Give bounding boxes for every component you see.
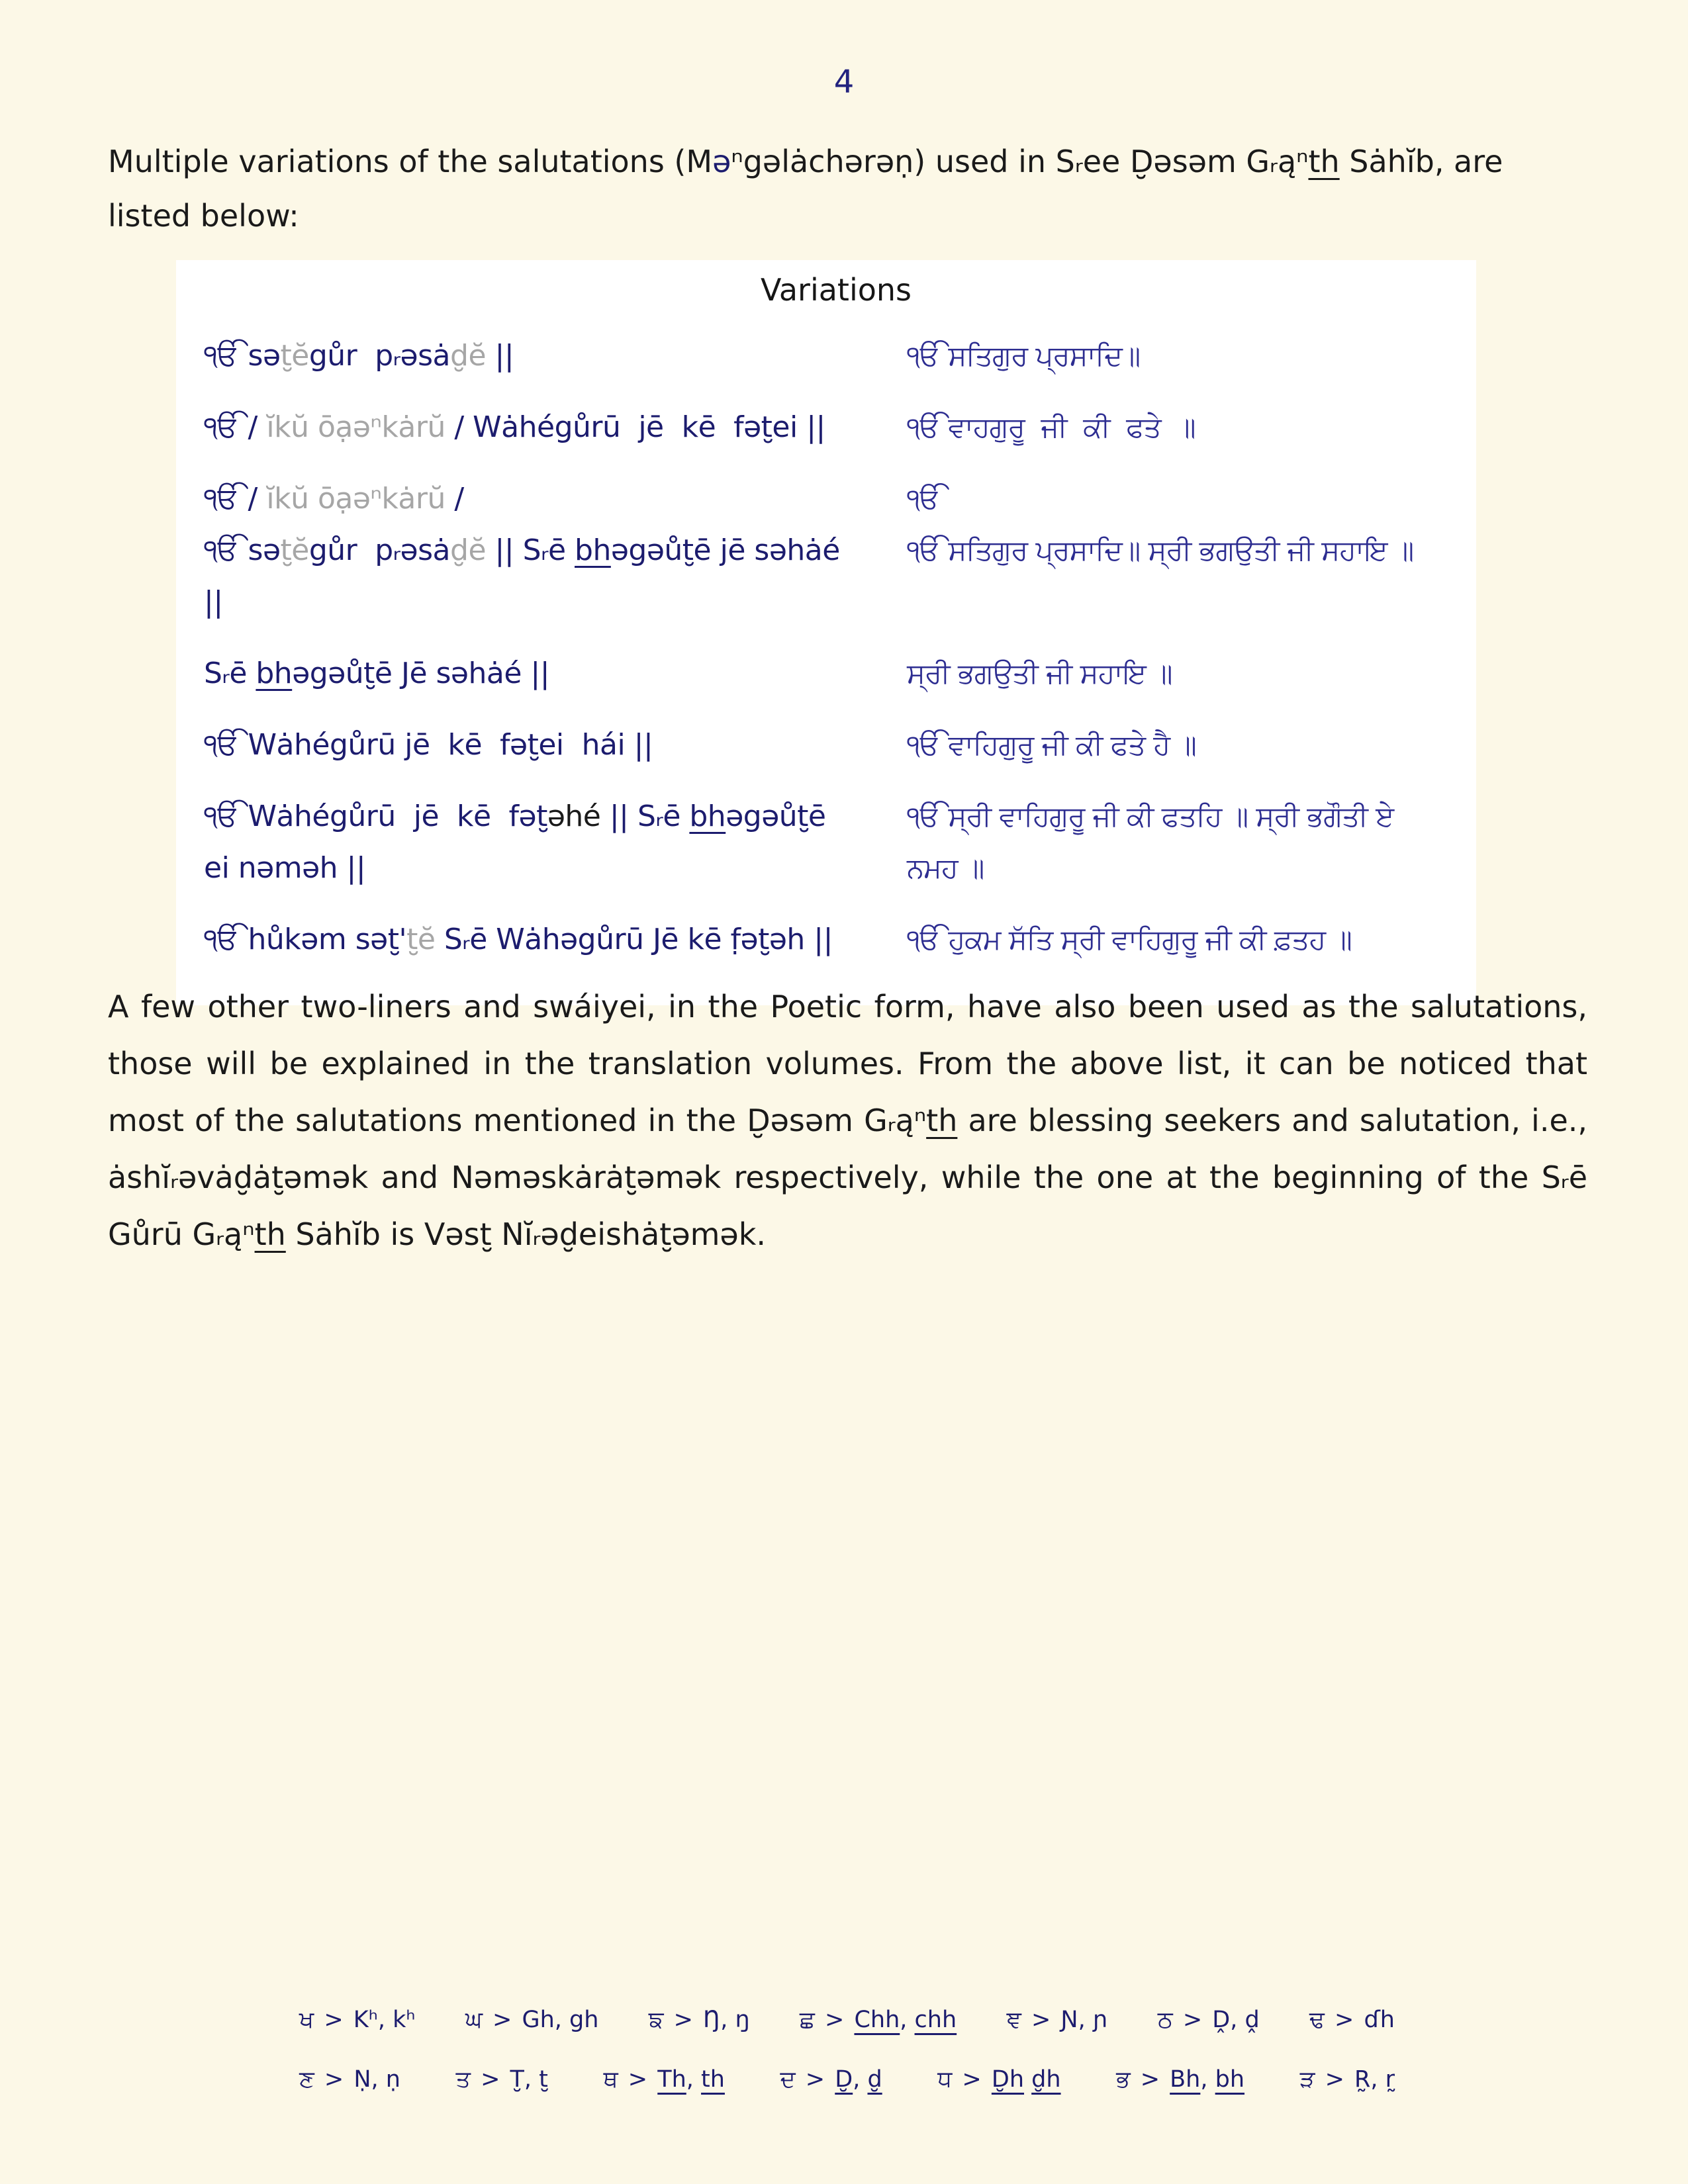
maps-to-symbol: > xyxy=(473,2066,508,2093)
variation-row xyxy=(204,791,1468,894)
roman-value: Ŋ, ŋ xyxy=(703,2007,750,2033)
text-segment: || xyxy=(486,339,514,373)
text-segment: Sᵣē xyxy=(204,657,256,690)
intro-paragraph xyxy=(108,134,1587,243)
roman-line xyxy=(204,648,887,700)
key-item xyxy=(1158,2007,1260,2033)
maps-to-symbol: > xyxy=(316,2007,351,2033)
text-segment: ei nəməh || xyxy=(204,851,366,885)
roman-value: Bh xyxy=(1170,2066,1201,2093)
gurmukhi-line xyxy=(907,402,1468,453)
text-segment: Multiple variations of the salutations (M xyxy=(108,144,713,179)
roman-value: d̮ xyxy=(867,2066,882,2093)
text-segment: ੴ ਵਾਹਿਗੁਰੂ ਜੀ ਕੀ ਫਤੇ ਹੈ ॥ xyxy=(907,729,1196,761)
roman-value: T̮, t̮ xyxy=(510,2066,548,2093)
gurmukhi-cell xyxy=(907,330,1468,382)
text-segment: ੴ Wȧhégůrū jē kē fət̮ei hái || xyxy=(204,728,653,762)
gurmukhi-line xyxy=(907,330,1468,382)
roman-value: Ɲ, ɲ xyxy=(1060,2007,1108,2033)
roman-value: Kʰ, kʰ xyxy=(353,2007,416,2033)
text-segment: d̮ĕ xyxy=(450,533,487,567)
gurmukhi-line xyxy=(907,525,1468,576)
text-segment: ੴ ਸਤਿਗੁਰ ਪ੍ਰਸਾਦਿ॥ ਸ੍ਰੀ ਭਗਉਤੀ ਜੀ ਸਹਾਇ ॥ xyxy=(907,534,1414,567)
gurmukhi-letter: ਛ xyxy=(799,2007,815,2033)
text-segment: t̮ĕ xyxy=(280,533,309,567)
text-segment: bh xyxy=(575,533,611,567)
key-item xyxy=(456,2066,548,2093)
text-segment: || Sᵣē xyxy=(486,533,575,567)
text-segment: A few other two-liners and swáiyei, in the Poetic form, have also been used as the salutations, those will be explained in the translation volumes. From the above list, it can be noticed that most of the salutations mentioned in the D̮əsəm Gᵣąⁿ xyxy=(108,989,1587,1138)
gurmukhi-line xyxy=(907,473,1468,525)
maps-to-symbol: > xyxy=(1175,2007,1210,2033)
body-paragraph xyxy=(108,978,1587,1263)
variation-row xyxy=(204,402,1468,453)
key-item xyxy=(649,2007,750,2033)
maps-to-symbol: > xyxy=(1133,2066,1168,2093)
text-segment: əgəůt̮ē xyxy=(726,799,826,833)
roman-value: chh xyxy=(914,2007,957,2033)
gurmukhi-letter: ਥ xyxy=(603,2066,618,2093)
roman-value: ɗh xyxy=(1364,2007,1395,2033)
gurmukhi-letter: ਘ xyxy=(465,2007,483,2033)
roman-line xyxy=(204,914,887,966)
maps-to-symbol: > xyxy=(316,2066,352,2093)
roman-value: bh xyxy=(1215,2066,1245,2093)
maps-to-symbol: > xyxy=(666,2007,701,2033)
roman-value: D̮h xyxy=(991,2066,1025,2093)
gurmukhi-letter: ਞ xyxy=(1006,2007,1021,2033)
variation-row xyxy=(204,719,1468,771)
gurmukhi-letter: ਤ xyxy=(455,2066,471,2093)
text-segment: || xyxy=(204,585,223,619)
key-item xyxy=(465,2007,599,2033)
text-segment: bh xyxy=(689,799,726,833)
gurmukhi-letter: ੜ xyxy=(1299,2066,1315,2093)
maps-to-symbol: > xyxy=(817,2007,852,2033)
key-item xyxy=(1300,2066,1395,2093)
text-segment: / xyxy=(445,482,464,516)
roman-value: Ṇ, ṇ xyxy=(353,2066,400,2093)
roman-value: d̮h xyxy=(1031,2066,1061,2093)
roman-line xyxy=(204,719,887,771)
roman-value: Chh xyxy=(854,2007,900,2033)
gurmukhi-letter: ਦ xyxy=(780,2066,796,2093)
key-item xyxy=(1006,2007,1107,2033)
variations-title: Variations xyxy=(760,272,912,308)
key-item xyxy=(800,2007,957,2033)
roman-value: th xyxy=(701,2066,725,2093)
roman-value: , xyxy=(853,2066,868,2093)
text-segment: ਨਮਹ ॥ xyxy=(907,852,984,884)
variations-rows xyxy=(204,330,1468,966)
page-number: 4 xyxy=(833,64,855,101)
key-row xyxy=(299,2066,1395,2093)
text-segment: bh xyxy=(256,657,293,690)
roman-line xyxy=(204,402,887,453)
gurmukhi-cell xyxy=(907,791,1468,894)
text-segment: t̮ĕ xyxy=(280,339,309,373)
roman-value: , xyxy=(1200,2066,1215,2093)
roman-line xyxy=(204,473,887,525)
variation-row xyxy=(204,914,1468,966)
gurmukhi-line xyxy=(907,648,1468,700)
key-item xyxy=(299,2007,416,2033)
text-segment: ⁿgəlȧchərəṇ) used in Sᵣee D̮əsəm Gᵣąⁿ xyxy=(731,144,1309,179)
key-item xyxy=(1309,2007,1395,2033)
text-segment: əgəůt̮ē jē səhȧé xyxy=(610,533,840,567)
maps-to-symbol: > xyxy=(620,2066,655,2093)
roman-line xyxy=(204,842,887,894)
roman-value: Gh, gh xyxy=(522,2007,599,2033)
key-item xyxy=(603,2066,725,2093)
gurmukhi-cell xyxy=(907,719,1468,771)
text-segment: ੴ ਸ੍ਰੀ ਵਾਹਿਗੁਰੂ ਜੀ ਕੀ ਫਤਹਿ ॥ ਸ੍ਰੀ ਭਗੌਤੀ ਏ xyxy=(907,800,1394,833)
maps-to-symbol: > xyxy=(1023,2007,1058,2033)
roman-value: , xyxy=(686,2066,702,2093)
roman-value: , xyxy=(900,2007,915,2033)
text-segment: əgəůt̮ē Jē səhȧé || xyxy=(292,657,550,690)
gurmukhi-letter: ਠ xyxy=(1157,2007,1173,2033)
roman-value: Ḓ, ḓ xyxy=(1212,2007,1260,2033)
text-segment: Sᵣē Wȧhəgůrū Jē kē f̣ət̮əh || xyxy=(435,923,833,956)
text-segment: ੴ sə xyxy=(204,339,281,373)
gurmukhi-cell xyxy=(907,648,1468,700)
text-segment: ĭkŭ ōạəⁿkȧrŭ xyxy=(266,482,445,516)
roman-line xyxy=(204,525,887,576)
text-segment: ੴ / xyxy=(204,410,267,444)
text-segment: th xyxy=(926,1103,958,1138)
roman-transliteration-cell xyxy=(204,402,907,453)
key-row xyxy=(299,2007,1395,2033)
maps-to-symbol: > xyxy=(1317,2066,1352,2093)
text-segment: ੴ hůkəm sət̮' xyxy=(204,923,407,956)
key-item xyxy=(780,2066,882,2093)
roman-value: R̰, r̰ xyxy=(1354,2066,1395,2093)
text-segment: d̮ĕ xyxy=(450,339,487,373)
text-segment: ੴ Wȧhégůrū jē kē fət̮ xyxy=(204,799,547,833)
roman-transliteration-cell xyxy=(204,719,907,771)
gurmukhi-letter: ਧ xyxy=(937,2066,953,2093)
roman-value xyxy=(1024,2066,1031,2093)
text-segment: th xyxy=(254,1216,286,1252)
maps-to-symbol: > xyxy=(798,2066,833,2093)
text-segment: ੴ ਹੁਕਮ ਸੱਤਿ ਸ੍ਰੀ ਵਾਹਿਗੁਰੂ ਜੀ ਕੀ ਫ਼ਤਹ ॥ xyxy=(907,923,1352,956)
text-segment: ੴ ਸਤਿਗੁਰ ਪ੍ਰਸਾਦਿ॥ xyxy=(907,340,1141,372)
gurmukhi-letter: ਣ xyxy=(299,2066,314,2093)
gurmukhi-line xyxy=(907,791,1468,842)
gurmukhi-line xyxy=(907,842,1468,894)
roman-transliteration-cell xyxy=(204,791,907,894)
variation-row xyxy=(204,330,1468,382)
roman-value: D̮ xyxy=(835,2066,853,2093)
text-segment: ə xyxy=(712,144,731,179)
text-segment: gůr pᵣəsȧ xyxy=(308,339,451,373)
text-segment: ੴ ਵਾਹਗੁਰੂ ਜੀ ਕੀ ਫਤੇ ॥ xyxy=(907,411,1196,443)
gurmukhi-letter: ਢ xyxy=(1309,2007,1325,2033)
gurmukhi-cell xyxy=(907,402,1468,453)
gurmukhi-cell xyxy=(907,914,1468,966)
roman-line xyxy=(204,330,887,382)
key-item xyxy=(1116,2066,1244,2093)
key-item xyxy=(299,2066,400,2093)
roman-line xyxy=(204,576,887,628)
text-segment: are blessing seekers and salutation, i.e., ȧshĭᵣəvȧd̮ȧt̮əmək and Nəməskȧrȧt̮əmək respectively, while the one at the beginning of the Sᵣē Gůrū Gᵣąⁿ xyxy=(108,1103,1587,1252)
gurmukhi-letter: ਖ xyxy=(299,2007,314,2033)
text-segment: ਸ੍ਰੀ ਭਗਉਤੀ ਜੀ ਸਹਾਇ ॥ xyxy=(907,657,1172,690)
text-segment: gůr pᵣəsȧ xyxy=(308,533,451,567)
text-segment: / Wȧhégůrū jē kē fət̮ei || xyxy=(445,410,825,444)
text-segment: ੴ sə xyxy=(204,533,281,567)
text-segment: ੴ xyxy=(907,482,941,515)
maps-to-symbol: > xyxy=(955,2066,989,2093)
gurmukhi-line xyxy=(907,719,1468,771)
text-segment: || Sᵣē xyxy=(600,799,690,833)
roman-line xyxy=(204,791,887,842)
roman-transliteration-cell xyxy=(204,473,907,628)
text-segment: ĭkŭ ōạəⁿkȧrŭ xyxy=(266,410,445,444)
text-segment: th xyxy=(1308,144,1340,179)
variations-box xyxy=(176,260,1476,1005)
roman-transliteration-cell xyxy=(204,648,907,700)
text-segment: t̮ĕ xyxy=(406,923,436,956)
text-segment: Sȧhĭb is Vəst̮ Nĭᵣəd̮eishȧt̮əmək. xyxy=(285,1216,766,1252)
transliteration-key-rows xyxy=(299,2007,1395,2093)
variation-row xyxy=(204,473,1468,628)
gurmukhi-line xyxy=(907,914,1468,966)
gurmukhi-letter: ਭ xyxy=(1116,2066,1131,2093)
maps-to-symbol: > xyxy=(485,2007,520,2033)
transliteration-key xyxy=(299,2007,1395,2093)
roman-transliteration-cell xyxy=(204,914,907,966)
maps-to-symbol: > xyxy=(1327,2007,1362,2033)
text-segment: əhé xyxy=(547,799,601,833)
gurmukhi-cell xyxy=(907,473,1468,576)
roman-transliteration-cell xyxy=(204,330,907,382)
roman-value: Th xyxy=(657,2066,686,2093)
gurmukhi-letter: ਙ xyxy=(648,2007,664,2033)
key-item xyxy=(937,2066,1060,2093)
text-segment: Sȧhĭb, are listed below: xyxy=(108,144,1503,234)
variation-row xyxy=(204,648,1468,700)
text-segment: ੴ / xyxy=(204,482,267,516)
